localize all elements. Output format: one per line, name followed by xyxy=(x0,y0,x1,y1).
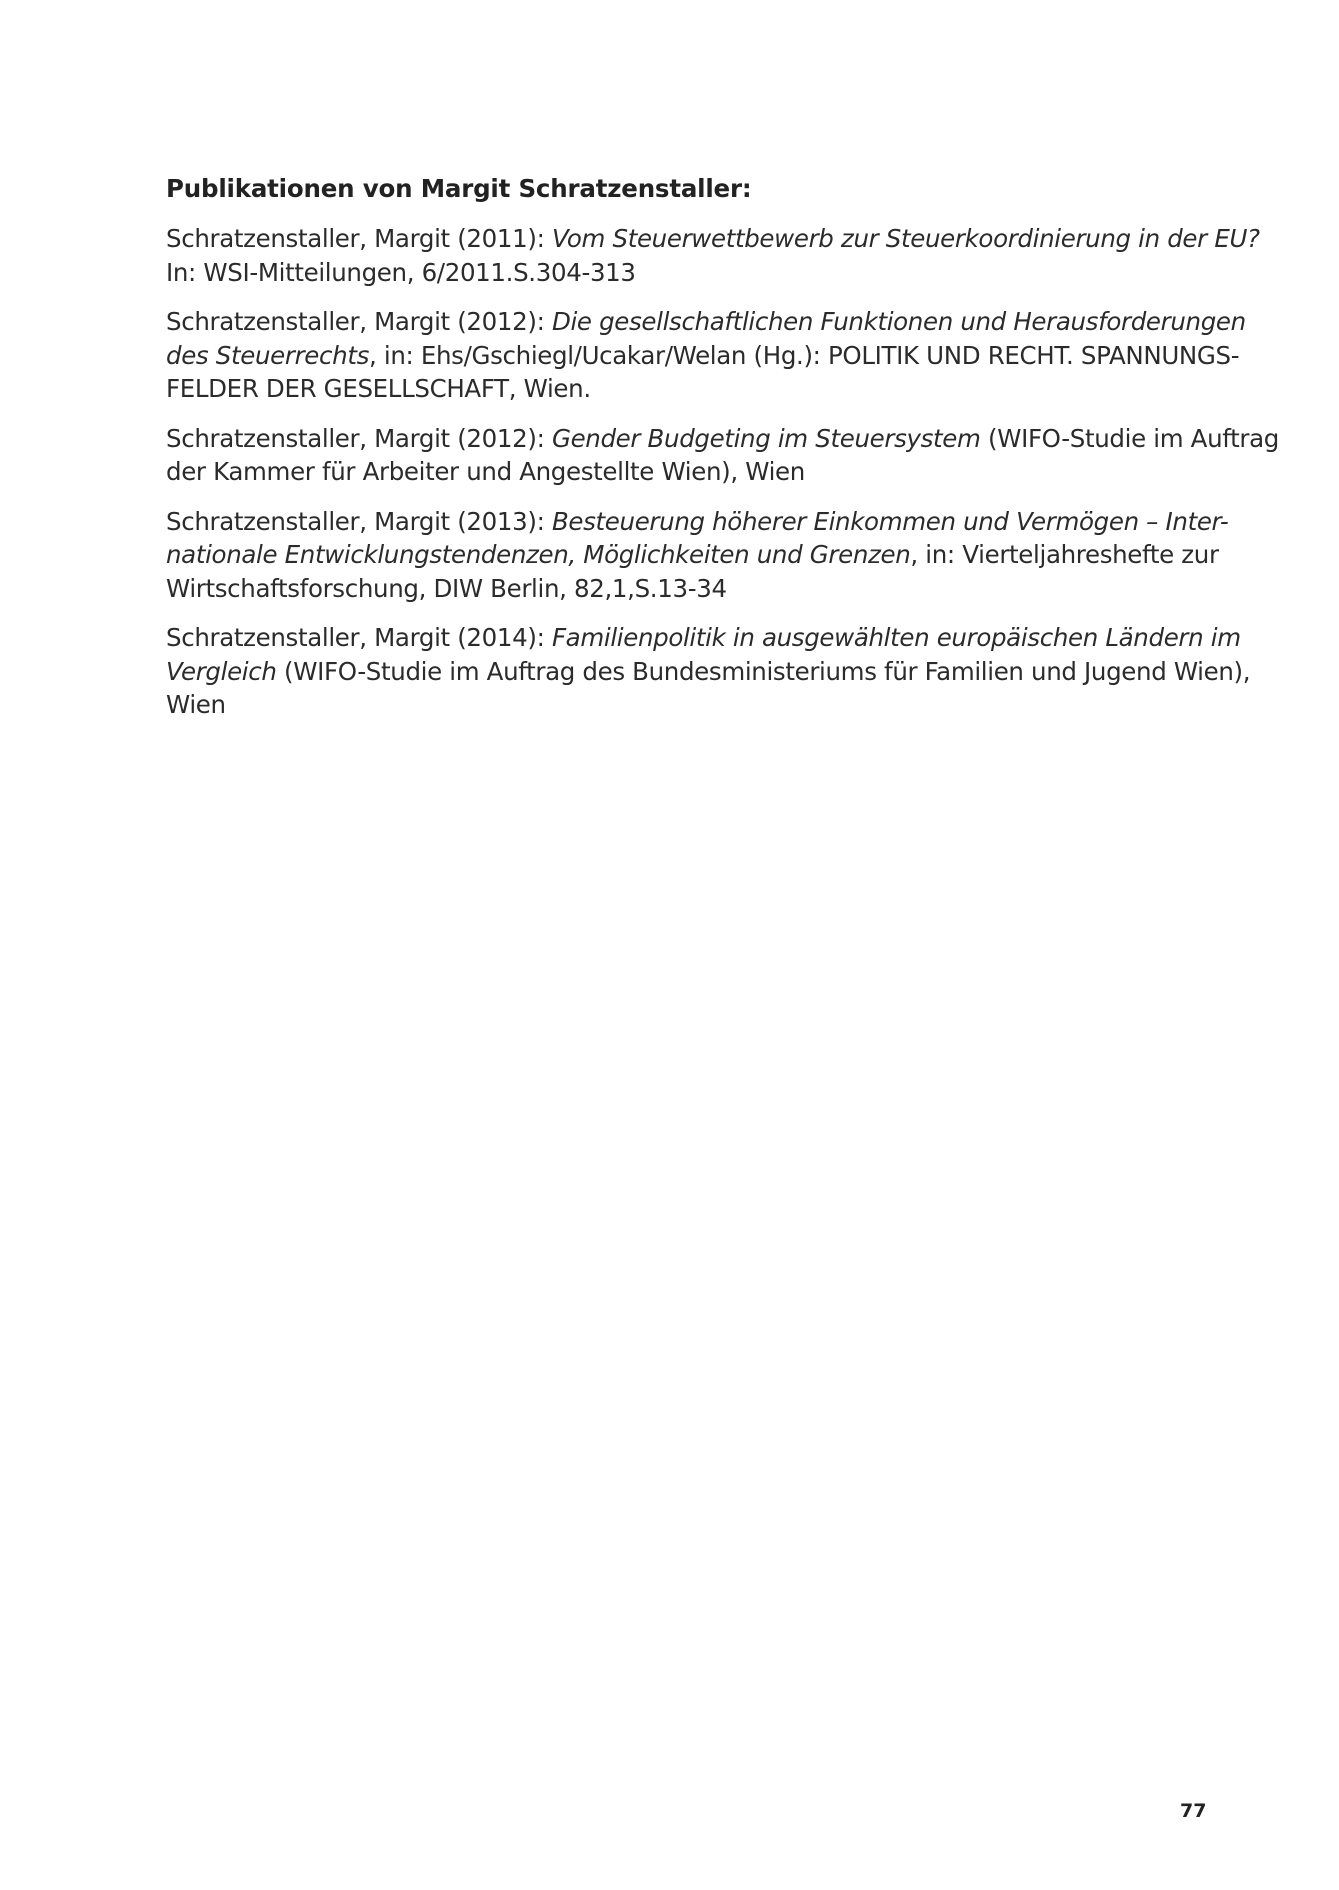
entry-line xyxy=(166,538,1219,572)
entry-text: (WIFO-Studie im Auftrag des Bundesministeriums für Familien und Jugend Wien), xyxy=(276,656,1251,686)
entry-line xyxy=(166,505,1229,539)
entry-line xyxy=(166,372,1206,406)
entry-text: Wirtschaftsforschung, DIW Berlin, 82,1,S.13-34 xyxy=(166,573,727,603)
entry-text: Wien xyxy=(166,690,226,719)
entry-line xyxy=(166,655,1251,689)
entry-text: (WIFO-Studie im Auftrag xyxy=(980,423,1279,453)
entry-line xyxy=(166,621,1241,655)
publication-entry xyxy=(166,305,1246,406)
entry-title-text: Die gesellschaftlichen Funktionen und Herausforderungen xyxy=(551,307,1246,336)
entry-text: , in: Vierteljahreshefte zur xyxy=(910,540,1219,569)
publication-list xyxy=(166,172,1279,738)
entries-container xyxy=(166,222,1279,722)
section-heading: Publikationen von Margit Schratzenstaller: xyxy=(166,174,752,203)
publication-entry xyxy=(166,222,1260,289)
entry-line xyxy=(166,222,1260,256)
entry-line xyxy=(166,688,1206,722)
entry-text: Schratzenstaller, Margit (2011): xyxy=(166,224,552,253)
entry-text: FELDER DER GESELLSCHAFT, Wien. xyxy=(166,374,591,403)
entry-line xyxy=(166,339,1240,373)
entry-title-text: nationale Entwicklungstendenzen, Möglichkeiten und Grenzen xyxy=(166,540,911,569)
entry-line xyxy=(166,422,1279,456)
entry-line xyxy=(166,455,1206,489)
entry-text: In: WSI-Mitteilungen, 6/2011.S.304-313 xyxy=(166,257,636,287)
entry-text: Schratzenstaller, Margit (2012): xyxy=(166,307,552,336)
publication-entry xyxy=(166,505,1229,606)
page-number: 77 xyxy=(1180,1800,1207,1822)
entry-title-text: Vergleich xyxy=(166,656,277,686)
publication-entry xyxy=(166,621,1251,722)
entry-text: Schratzenstaller, Margit (2013): xyxy=(166,506,552,536)
entry-line xyxy=(166,256,1206,290)
entry-line xyxy=(166,305,1246,339)
entry-title-text: des Steuerrechts xyxy=(166,340,369,370)
publication-entry xyxy=(166,422,1279,489)
entry-text: der Kammer für Arbeiter und Angestellte Wien), Wien xyxy=(166,457,805,486)
entry-title-text: Familienpolitik in ausgewählten europäischen Ländern im xyxy=(551,623,1241,652)
entry-title-text: Vom Steuerwettbewerb zur Steuerkoordinierung in der EU? xyxy=(551,224,1260,253)
entry-title-text: Besteuerung höherer Einkommen und Vermögen – Inter- xyxy=(551,506,1229,536)
entry-text: Schratzenstaller, Margit (2012): xyxy=(166,423,552,453)
entry-title-text: Gender Budgeting im Steuersystem xyxy=(551,423,981,453)
entry-text: Schratzenstaller, Margit (2014): xyxy=(166,623,552,652)
entry-line xyxy=(166,572,1206,606)
entry-text: , in: Ehs/Gschiegl/Ucakar/Welan (Hg.): POLITIK UND RECHT. SPANNUNGS- xyxy=(369,340,1240,370)
